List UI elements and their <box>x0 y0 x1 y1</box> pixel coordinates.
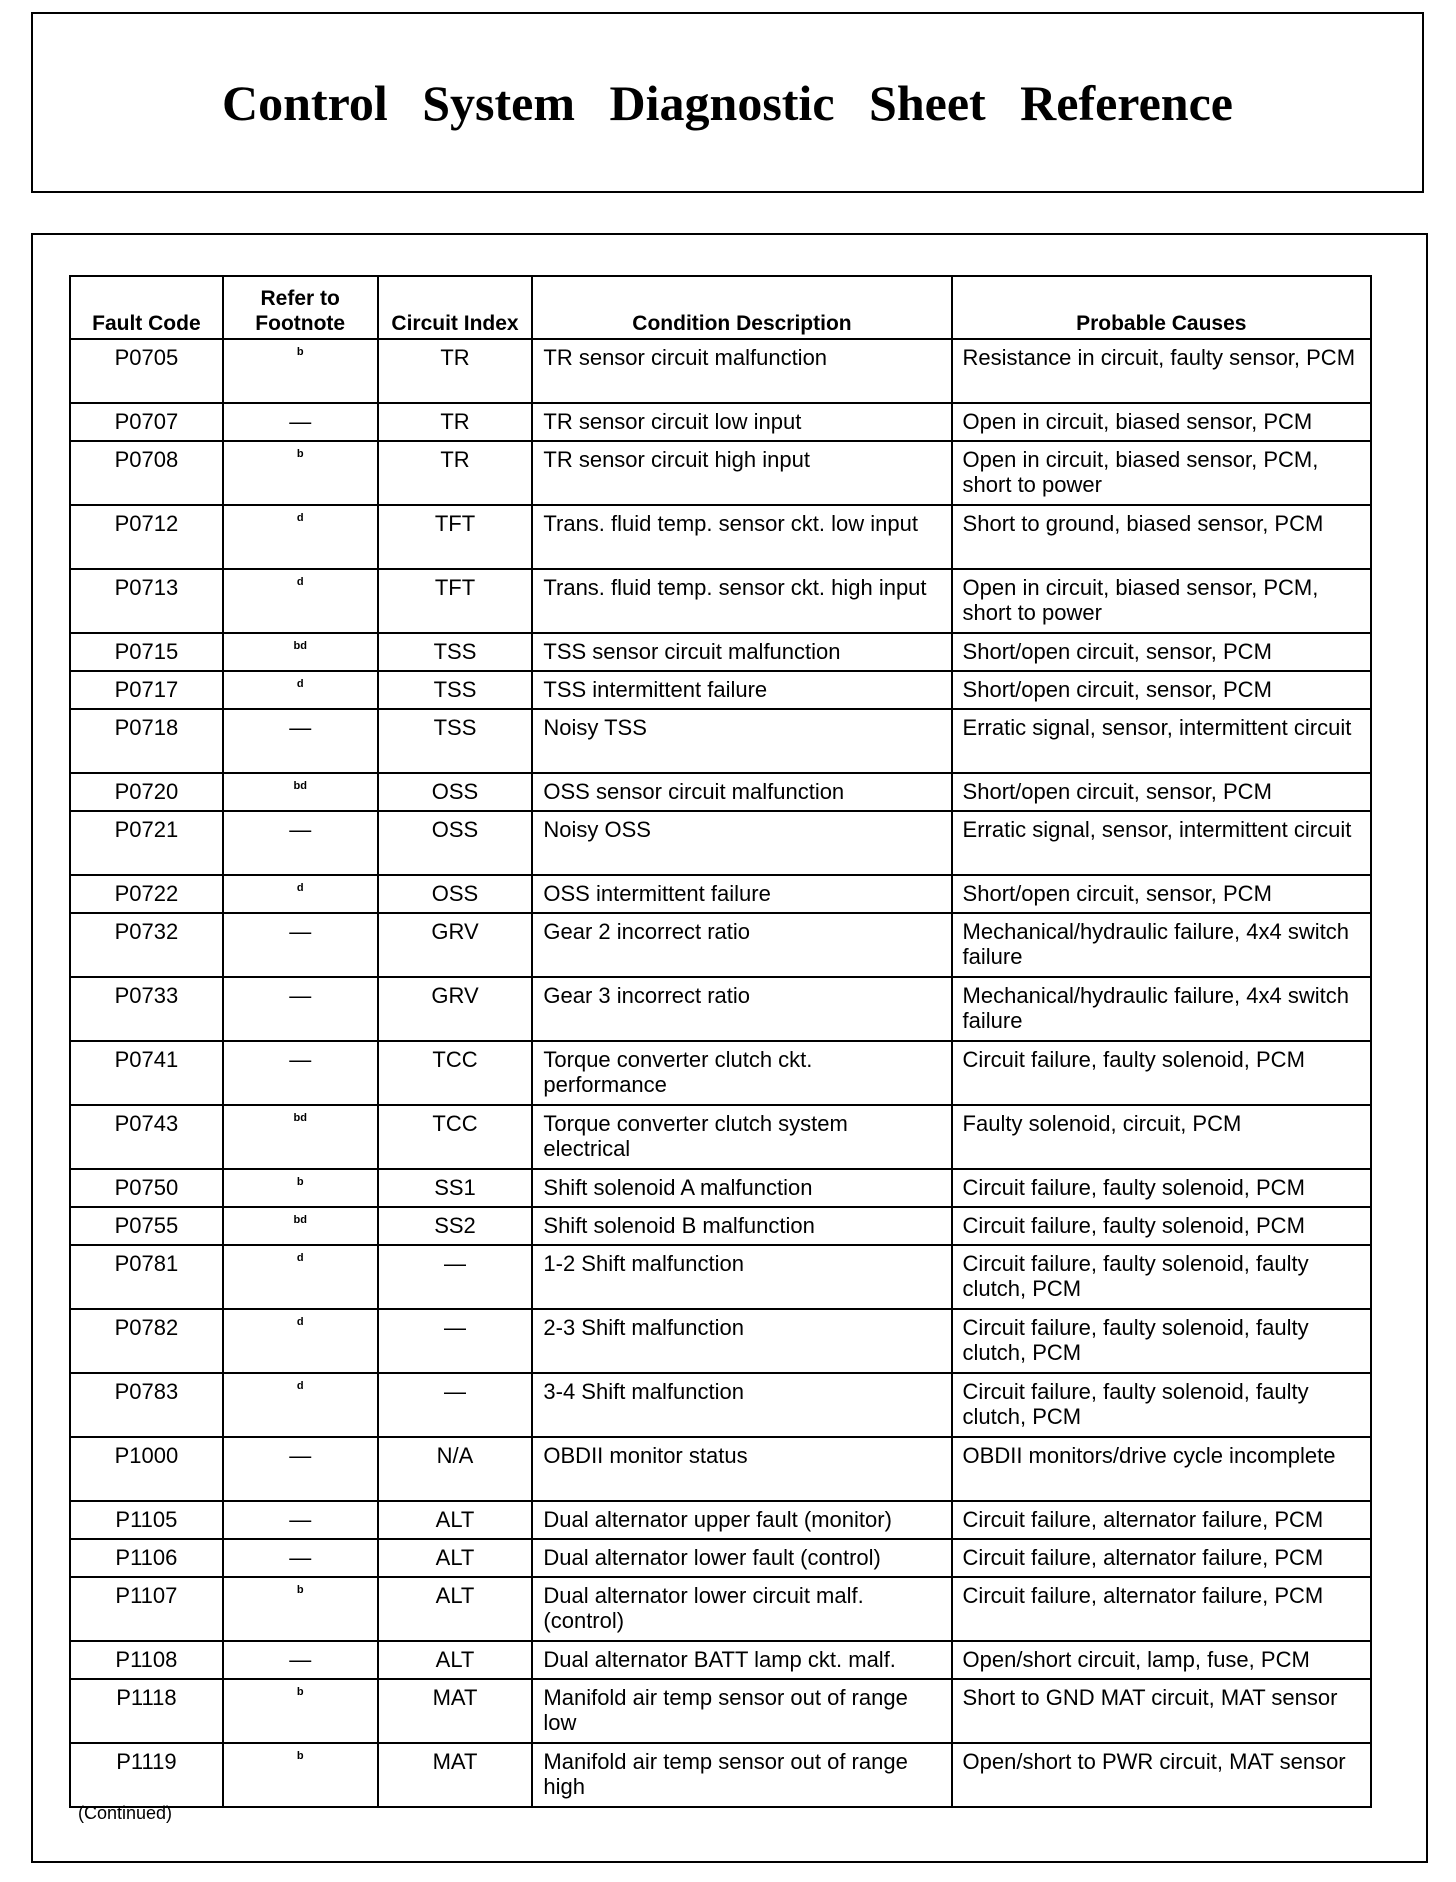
footnote-cell: d <box>223 1309 378 1373</box>
circuit-index-cell: TSS <box>378 671 533 709</box>
fault-code-cell: P1105 <box>70 1501 223 1539</box>
circuit-index-cell: SS2 <box>378 1207 533 1245</box>
footnote-cell: d <box>223 875 378 913</box>
circuit-index-cell: OSS <box>378 875 533 913</box>
footnote-cell: b <box>223 1169 378 1207</box>
table-row <box>70 913 1371 977</box>
header-circuit-index: Circuit Index <box>378 276 533 339</box>
header-condition: Condition Description <box>532 276 951 339</box>
footnote-cell: bd <box>223 1105 378 1169</box>
condition-cell: Dual alternator lower circuit malf. (control) <box>532 1577 951 1641</box>
probable-causes-cell: Circuit failure, alternator failure, PCM <box>952 1577 1371 1641</box>
condition-cell: Dual alternator BATT lamp ckt. malf. <box>532 1641 951 1679</box>
footnote-cell: — <box>223 1041 378 1105</box>
fault-code-cell: P0715 <box>70 633 223 671</box>
fault-code-cell: P1106 <box>70 1539 223 1577</box>
condition-cell: OSS sensor circuit malfunction <box>532 773 951 811</box>
probable-causes-cell: Circuit failure, faulty solenoid, PCM <box>952 1041 1371 1105</box>
probable-causes-cell: Short to GND MAT circuit, MAT sensor <box>952 1679 1371 1743</box>
table-row <box>70 773 1371 811</box>
condition-cell: 3-4 Shift malfunction <box>532 1373 951 1437</box>
probable-causes-cell: Circuit failure, alternator failure, PCM <box>952 1539 1371 1577</box>
probable-causes-cell: Short/open circuit, sensor, PCM <box>952 875 1371 913</box>
table-row <box>70 505 1371 569</box>
probable-causes-cell: Open/short to PWR circuit, MAT sensor <box>952 1743 1371 1807</box>
condition-cell: Manifold air temp sensor out of range low <box>532 1679 951 1743</box>
fault-code-cell: P0741 <box>70 1041 223 1105</box>
circuit-index-cell: TCC <box>378 1041 533 1105</box>
condition-cell: Shift solenoid B malfunction <box>532 1207 951 1245</box>
probable-causes-cell: Open/short circuit, lamp, fuse, PCM <box>952 1641 1371 1679</box>
probable-causes-cell: Circuit failure, faulty solenoid, faulty clutch, PCM <box>952 1309 1371 1373</box>
circuit-index-cell: — <box>378 1373 533 1437</box>
footnote-cell: — <box>223 1437 378 1501</box>
footnote-cell: b <box>223 441 378 505</box>
header-row <box>70 276 1371 339</box>
probable-causes-cell: Short/open circuit, sensor, PCM <box>952 773 1371 811</box>
probable-causes-cell: Mechanical/hydraulic failure, 4x4 switch failure <box>952 977 1371 1041</box>
footnote-cell: b <box>223 1679 378 1743</box>
table-row <box>70 709 1371 773</box>
footnote-cell: d <box>223 671 378 709</box>
fault-code-cell: P1108 <box>70 1641 223 1679</box>
condition-cell: OBDII monitor status <box>532 1437 951 1501</box>
fault-code-cell: P0783 <box>70 1373 223 1437</box>
condition-cell: Dual alternator lower fault (control) <box>532 1539 951 1577</box>
probable-causes-cell: Circuit failure, faulty solenoid, faulty clutch, PCM <box>952 1245 1371 1309</box>
footnote-cell: bd <box>223 773 378 811</box>
circuit-index-cell: GRV <box>378 977 533 1041</box>
circuit-index-cell: TFT <box>378 569 533 633</box>
footnote-cell: — <box>223 913 378 977</box>
condition-cell: TR sensor circuit low input <box>532 403 951 441</box>
probable-causes-cell: Resistance in circuit, faulty sensor, PCM <box>952 339 1371 403</box>
circuit-index-cell: TR <box>378 441 533 505</box>
table-row <box>70 1437 1371 1501</box>
fault-code-cell: P1119 <box>70 1743 223 1807</box>
header-footnote: Refer to Footnote <box>223 276 378 339</box>
circuit-index-cell: TCC <box>378 1105 533 1169</box>
table-row <box>70 811 1371 875</box>
table-row <box>70 1679 1371 1743</box>
header-fault-code: Fault Code <box>70 276 223 339</box>
footnote-cell: b <box>223 339 378 403</box>
circuit-index-cell: OSS <box>378 811 533 875</box>
condition-cell: Shift solenoid A malfunction <box>532 1169 951 1207</box>
condition-cell: Dual alternator upper fault (monitor) <box>532 1501 951 1539</box>
circuit-index-cell: OSS <box>378 773 533 811</box>
continued-note: (Continued) <box>78 1803 173 1823</box>
fault-code-cell: P0717 <box>70 671 223 709</box>
footnote-cell: b <box>223 1743 378 1807</box>
circuit-index-cell: ALT <box>378 1577 533 1641</box>
fault-code-cell: P0782 <box>70 1309 223 1373</box>
circuit-index-cell: MAT <box>378 1743 533 1807</box>
table-row <box>70 875 1371 913</box>
fault-code-cell: P0721 <box>70 811 223 875</box>
table-row <box>70 1501 1371 1539</box>
footnote-cell: — <box>223 403 378 441</box>
fault-code-cell: P1118 <box>70 1679 223 1743</box>
footnote-cell: d <box>223 569 378 633</box>
table-row <box>70 569 1371 633</box>
condition-cell: Gear 2 incorrect ratio <box>532 913 951 977</box>
table-row <box>70 1577 1371 1641</box>
table-row <box>70 441 1371 505</box>
footnote-cell: — <box>223 1641 378 1679</box>
fault-code-cell: P0708 <box>70 441 223 505</box>
probable-causes-cell: Open in circuit, biased sensor, PCM <box>952 403 1371 441</box>
table-frame <box>31 233 1428 1863</box>
table-row <box>70 1539 1371 1577</box>
condition-cell: OSS intermittent failure <box>532 875 951 913</box>
condition-cell: Noisy TSS <box>532 709 951 773</box>
title-box <box>31 12 1424 193</box>
diagnostic-table <box>69 275 1372 1808</box>
fault-code-cell: P0755 <box>70 1207 223 1245</box>
circuit-index-cell: ALT <box>378 1539 533 1577</box>
footnote-cell: — <box>223 1539 378 1577</box>
fault-code-cell: P0750 <box>70 1169 223 1207</box>
circuit-index-cell: — <box>378 1309 533 1373</box>
table-row <box>70 1641 1371 1679</box>
circuit-index-cell: TSS <box>378 709 533 773</box>
condition-cell: TSS sensor circuit malfunction <box>532 633 951 671</box>
fault-code-cell: P0781 <box>70 1245 223 1309</box>
circuit-index-cell: SS1 <box>378 1169 533 1207</box>
condition-cell: Manifold air temp sensor out of range high <box>532 1743 951 1807</box>
fault-code-cell: P0712 <box>70 505 223 569</box>
fault-code-cell: P0733 <box>70 977 223 1041</box>
footnote-cell: — <box>223 977 378 1041</box>
fault-code-cell: P1000 <box>70 1437 223 1501</box>
probable-causes-cell: Erratic signal, sensor, intermittent circuit <box>952 709 1371 773</box>
probable-causes-cell: Short/open circuit, sensor, PCM <box>952 633 1371 671</box>
fault-code-cell: P0722 <box>70 875 223 913</box>
condition-cell: TR sensor circuit malfunction <box>532 339 951 403</box>
circuit-index-cell: TFT <box>378 505 533 569</box>
condition-cell: Torque converter clutch ckt. performance <box>532 1041 951 1105</box>
table-row <box>70 1207 1371 1245</box>
fault-code-cell: P0713 <box>70 569 223 633</box>
table-row <box>70 1373 1371 1437</box>
condition-cell: Gear 3 incorrect ratio <box>532 977 951 1041</box>
circuit-index-cell: TSS <box>378 633 533 671</box>
probable-causes-cell: Circuit failure, alternator failure, PCM <box>952 1501 1371 1539</box>
page-title: Control System Diagnostic Sheet Reference <box>222 74 1233 131</box>
fault-code-cell: P0718 <box>70 709 223 773</box>
probable-causes-cell: Circuit failure, faulty solenoid, PCM <box>952 1169 1371 1207</box>
circuit-index-cell: ALT <box>378 1641 533 1679</box>
table-row <box>70 1309 1371 1373</box>
circuit-index-cell: ALT <box>378 1501 533 1539</box>
circuit-index-cell: — <box>378 1245 533 1309</box>
footnote-cell: — <box>223 811 378 875</box>
table-row <box>70 1041 1371 1105</box>
fault-code-cell: P0707 <box>70 403 223 441</box>
condition-cell: TR sensor circuit high input <box>532 441 951 505</box>
table-row <box>70 1245 1371 1309</box>
header-causes: Probable Causes <box>952 276 1371 339</box>
probable-causes-cell: Short/open circuit, sensor, PCM <box>952 671 1371 709</box>
probable-causes-cell: Mechanical/hydraulic failure, 4x4 switch failure <box>952 913 1371 977</box>
condition-cell: TSS intermittent failure <box>532 671 951 709</box>
footnote-cell: bd <box>223 1207 378 1245</box>
footnote-cell: — <box>223 1501 378 1539</box>
circuit-index-cell: MAT <box>378 1679 533 1743</box>
probable-causes-cell: Erratic signal, sensor, intermittent circuit <box>952 811 1371 875</box>
probable-causes-cell: OBDII monitors/drive cycle incomplete <box>952 1437 1371 1501</box>
circuit-index-cell: TR <box>378 403 533 441</box>
condition-cell: Trans. fluid temp. sensor ckt. low input <box>532 505 951 569</box>
footnote-cell: d <box>223 1245 378 1309</box>
fault-code-cell: P0743 <box>70 1105 223 1169</box>
probable-causes-cell: Circuit failure, faulty solenoid, faulty clutch, PCM <box>952 1373 1371 1437</box>
footnote-cell: d <box>223 505 378 569</box>
fault-code-cell: P0705 <box>70 339 223 403</box>
probable-causes-cell: Faulty solenoid, circuit, PCM <box>952 1105 1371 1169</box>
fault-code-cell: P0732 <box>70 913 223 977</box>
table-row <box>70 403 1371 441</box>
condition-cell: Trans. fluid temp. sensor ckt. high input <box>532 569 951 633</box>
condition-cell: Noisy OSS <box>532 811 951 875</box>
condition-cell: 1-2 Shift malfunction <box>532 1245 951 1309</box>
table-row <box>70 1743 1371 1807</box>
fault-code-cell: P0720 <box>70 773 223 811</box>
probable-causes-cell: Open in circuit, biased sensor, PCM, short to power <box>952 441 1371 505</box>
table-row <box>70 1169 1371 1207</box>
circuit-index-cell: N/A <box>378 1437 533 1501</box>
footnote-cell: bd <box>223 633 378 671</box>
circuit-index-cell: GRV <box>378 913 533 977</box>
table-row <box>70 339 1371 403</box>
probable-causes-cell: Open in circuit, biased sensor, PCM, short to power <box>952 569 1371 633</box>
table-row <box>70 633 1371 671</box>
table-row <box>70 671 1371 709</box>
footnote-cell: b <box>223 1577 378 1641</box>
probable-causes-cell: Circuit failure, faulty solenoid, PCM <box>952 1207 1371 1245</box>
condition-cell: Torque converter clutch system electrical <box>532 1105 951 1169</box>
table-row <box>70 1105 1371 1169</box>
condition-cell: 2-3 Shift malfunction <box>532 1309 951 1373</box>
probable-causes-cell: Short to ground, biased sensor, PCM <box>952 505 1371 569</box>
table-row <box>70 977 1371 1041</box>
footnote-cell: d <box>223 1373 378 1437</box>
footnote-cell: — <box>223 709 378 773</box>
circuit-index-cell: TR <box>378 339 533 403</box>
fault-code-cell: P1107 <box>70 1577 223 1641</box>
